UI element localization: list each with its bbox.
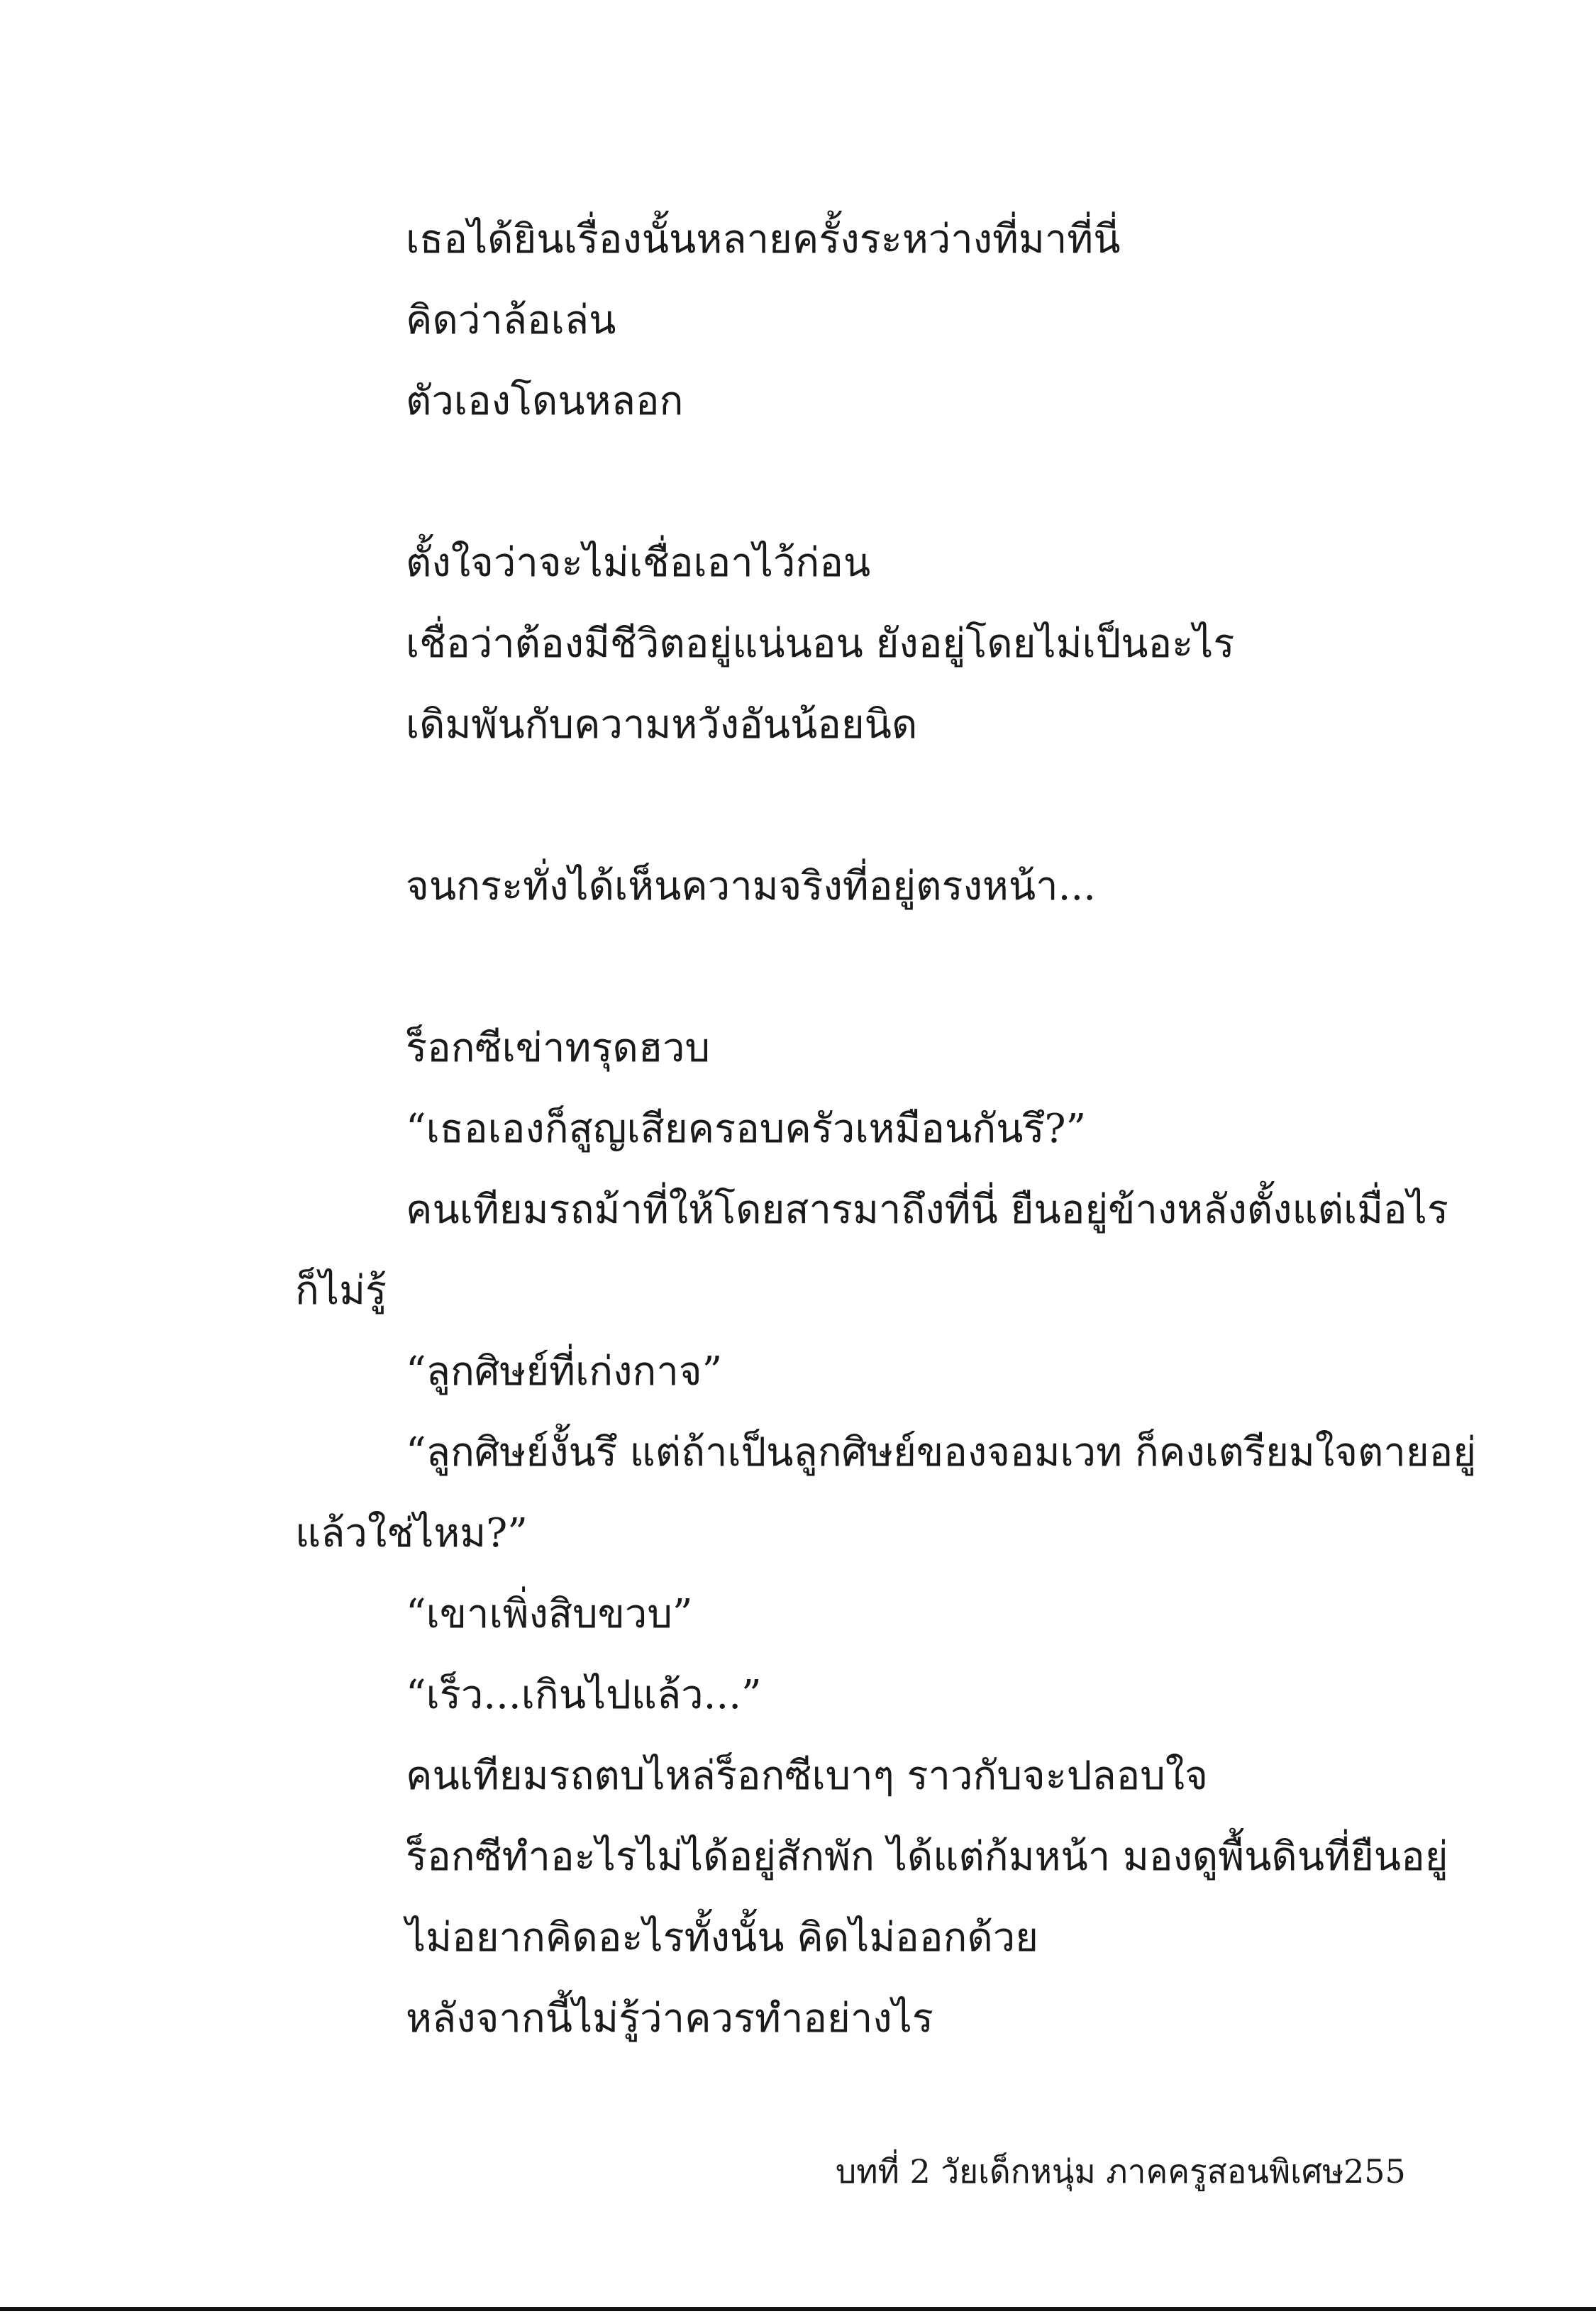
dialogue-line: “ลูกศิษย์งั้นรึ แต่ถ้าเป็นลูกศิษย์ของจอมเวท ก็คงเตรียมใจตายอยู่ [406,1429,1477,1476]
paragraph-line: ตั้งใจว่าจะไม่เชื่อเอาไว้ก่อน [406,540,871,586]
chapter-title: บทที่ 2 วัยเด็กหนุ่ม ภาคครูสอนพิเศษ [836,2152,1344,2191]
paragraph-line: ไม่อยากคิดอะไรทั้งนั้น คิดไม่ออกด้วย [406,1915,1038,1961]
paragraph-line: จนกระทั่งได้เห็นความจริงที่อยู่ตรงหน้า... [406,863,1096,909]
dialogue-line: “เธอเองก็สูญเสียครอบครัวเหมือนกันรึ?” [406,1106,1087,1152]
dialogue-line: “ลูกศิษย์ที่เก่งกาจ” [406,1349,723,1395]
paragraph-line: ร็อกซีทำอะไรไม่ได้อยู่สักพัก ได้แต่ก้มหน้า มองดูพื้นดินที่ยืนอยู่ [406,1834,1448,1880]
paragraph-line: ตัวเองโดนหลอก [406,378,684,424]
paragraph-line: คิดว่าล้อเล่น [406,297,616,343]
dialogue-continuation-line: แล้วใช่ไหม?” [295,1510,528,1556]
dialogue-line: “เขาเพิ่งสิบขวบ” [406,1591,693,1637]
bottom-border [0,2307,1596,2311]
dialogue-line: “เร็ว...เกินไปแล้ว...” [406,1672,762,1718]
paragraph-line: ร็อกซีเข่าทรุดฮวบ [406,1025,711,1071]
paragraph-line: คนเทียมรถตบไหล่ร็อกซีเบาๆ ราวกับจะปลอบใจ [406,1753,1208,1799]
paragraph-line: เธอได้ยินเรื่องนั้นหลายครั้งระหว่างที่มาที่นี่ [406,216,1121,262]
paragraph-line: คนเทียมรถม้าที่ให้โดยสารมาถึงที่นี่ ยืนอยู่ข้างหลังตั้งแต่เมื่อไร [406,1187,1448,1233]
paragraph-line: เดิมพันกับความหวังอันน้อยนิด [406,702,918,748]
page-number: 255 [1343,2152,1406,2191]
paragraph-continuation-line: ก็ไม่รู้ [295,1268,387,1314]
paragraph-line: หลังจากนี้ไม่รู้ว่าควรทำอย่างไร [406,1995,933,2042]
paragraph-line: เชื่อว่าต้องมีชีวิตอยู่แน่นอน ยังอยู่โดยไม่เป็นอะไร [406,621,1235,667]
